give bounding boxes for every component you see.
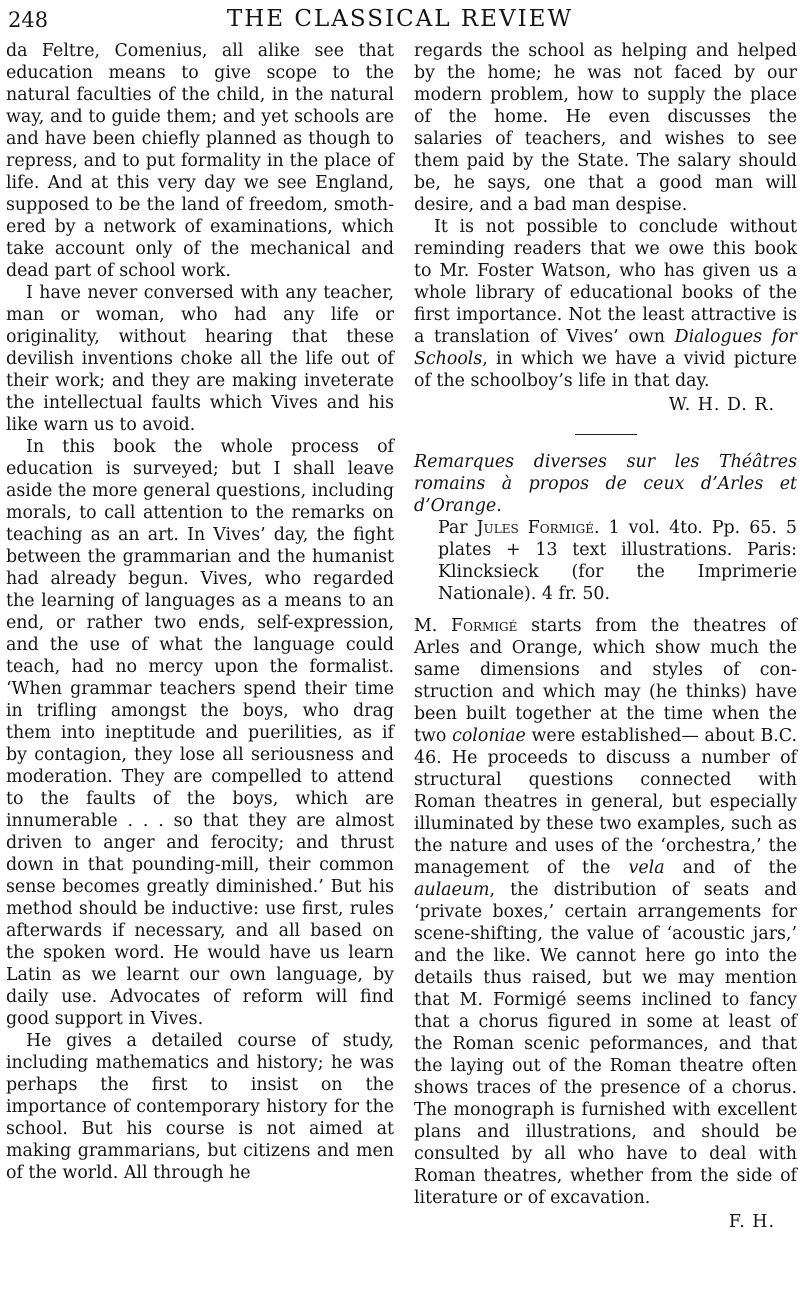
- reviewer-signature: W. H. D. R.: [668, 395, 775, 415]
- paragraph-text: were established— about: [525, 726, 761, 746]
- era-abbreviation: B.C.: [760, 726, 797, 746]
- paragraph-text: It is not possible to conclude without reminding readers that we owe this book to Mr. Foster Watson, who has given us a whole library of educational books of the first importance. Not the least attractive is a translation of Vives’ own: [414, 217, 797, 347]
- author-prefix: Par: [438, 518, 477, 538]
- paragraph: [414, 216, 797, 392]
- review-title: Remarques diverses sur les Théâtres romains à propos de ceux d’Arles et d’Orange.: [414, 452, 797, 516]
- review-heading: [414, 451, 797, 605]
- latin-term: aulaeum: [414, 880, 490, 900]
- paragraph-text: and of the: [664, 858, 797, 878]
- review-meta: [414, 517, 797, 605]
- latin-term: vela: [628, 858, 665, 878]
- page-header: [8, 6, 792, 36]
- section-divider: [575, 434, 637, 435]
- paragraph-text: , in which we have a vivid picture of the schoolboy’s life in that day.: [414, 349, 797, 391]
- running-title: THE CLASSICAL REVIEW: [226, 6, 574, 32]
- book-title: Dialogues for Schools: [414, 327, 797, 369]
- reviewer-signature: F. H.: [728, 1212, 775, 1232]
- paragraph-text: starts from the theatres of Arles and Orange, which show much the same dimensions and styles of construction and which may (he thinks) have been built together at the time when the two: [414, 616, 797, 746]
- latin-term: coloniae: [452, 726, 526, 746]
- paragraph: [414, 615, 797, 1209]
- review-author: Jules Formigé: [476, 518, 595, 538]
- publication-details: . 1 vol. 4to. Pp. 65. 5 plates + 13 text illustrations. Paris: Klincksieck (for the Imprimerie Nationale). 4 fr. 50.: [438, 518, 797, 604]
- paragraph-text: , the distribution of seats and ‘private boxes,’ certain arrangements for scene-shifting, the value of ‘acoustic jars,’ and the like. We cannot here go into the details thus raised, but we may mention that M. Formigé seems inclined to fancy that a chorus figured in some at least of the Roman scenic peformances, and that the laying out of the Roman theatre often shows traces of the presence of a chorus. The monograph is furnished with excellent plans and illustrations, and should be consulted by all who have to deal with Roman theatres, whether from the side of literature or of excavation.: [414, 880, 797, 1208]
- right-column: [414, 40, 797, 1233]
- lead-author: M. Formigé: [414, 616, 518, 636]
- paragraph: In this book the whole process of education is surveyed; but I shall leave aside the more general questions, including morals, to call attention to the remarks on teaching as an art. In Vives’ day, the fight between the grammarian and the humanist had already begun. Vives, who regarded the learning of languages as a means to an end, or rather two ends, self-expression, and the use of what the language could teach, had no mercy upon the formalist. ‘When grammar teachers spend their time in trifling amongst the boys, who drag them into ineptitude and puerilities, as if by contagion, they lose all seriousness and moderation. They are compelled to attend to the faults of the boys, which are innumerable . . . so that they are almost driven to anger and ferocity; and thrust down in that pounding-mill, their common sense becomes greatly diminished.’ But his method should be inductive: use first, rules afterwards if necessary, and all based on the spoken word. He would have us learn Latin as we learnt our own language, by daily use. Advocates of reform will find good support in Vives.: [6, 437, 394, 1029]
- paragraph: I have never conversed with any teacher, man or woman, who had any life or originality, without hearing that these devilish inventions choke all the life out of their work; and they are making inveterate the intellectual faults which Vives and his like warn us to avoid.: [6, 283, 394, 435]
- page-number: 248: [8, 8, 49, 32]
- paragraph: da Feltre, Comenius, all alike see that education means to give scope to the natural faculties of the child, in the natural way, and to guide them; and yet schools are and have been chiefly planned as though to repress, and to put formality in the place of life. And at this very day we see England, supposed to be the land of freedom, smothered by a network of examinations, which take account only of the mechanical and dead part of school work.: [6, 41, 394, 281]
- paragraph-text: 46. He proceeds to discuss a number of structural questions connected with Roman theatres in general, but especially illuminated by these two examples, such as the nature and uses of the ‘orchestra,’ the management of the: [414, 748, 797, 878]
- paragraph: regards the school as helping and helped by the home; he was not faced by our modern problem, how to supply the place of the home. He even discusses the salaries of teachers, and wishes to see them paid by the State. The salary should be, he says, one that a good man will desire, and a bad man despise.: [414, 41, 797, 215]
- left-column: [6, 40, 394, 1184]
- paragraph: He gives a detailed course of study, including mathematics and history; he was perhaps the first to insist on the importance of contemporary history for the school. But his course is not aimed at making grammarians, but citizens and men of the world. All through he: [6, 1031, 394, 1183]
